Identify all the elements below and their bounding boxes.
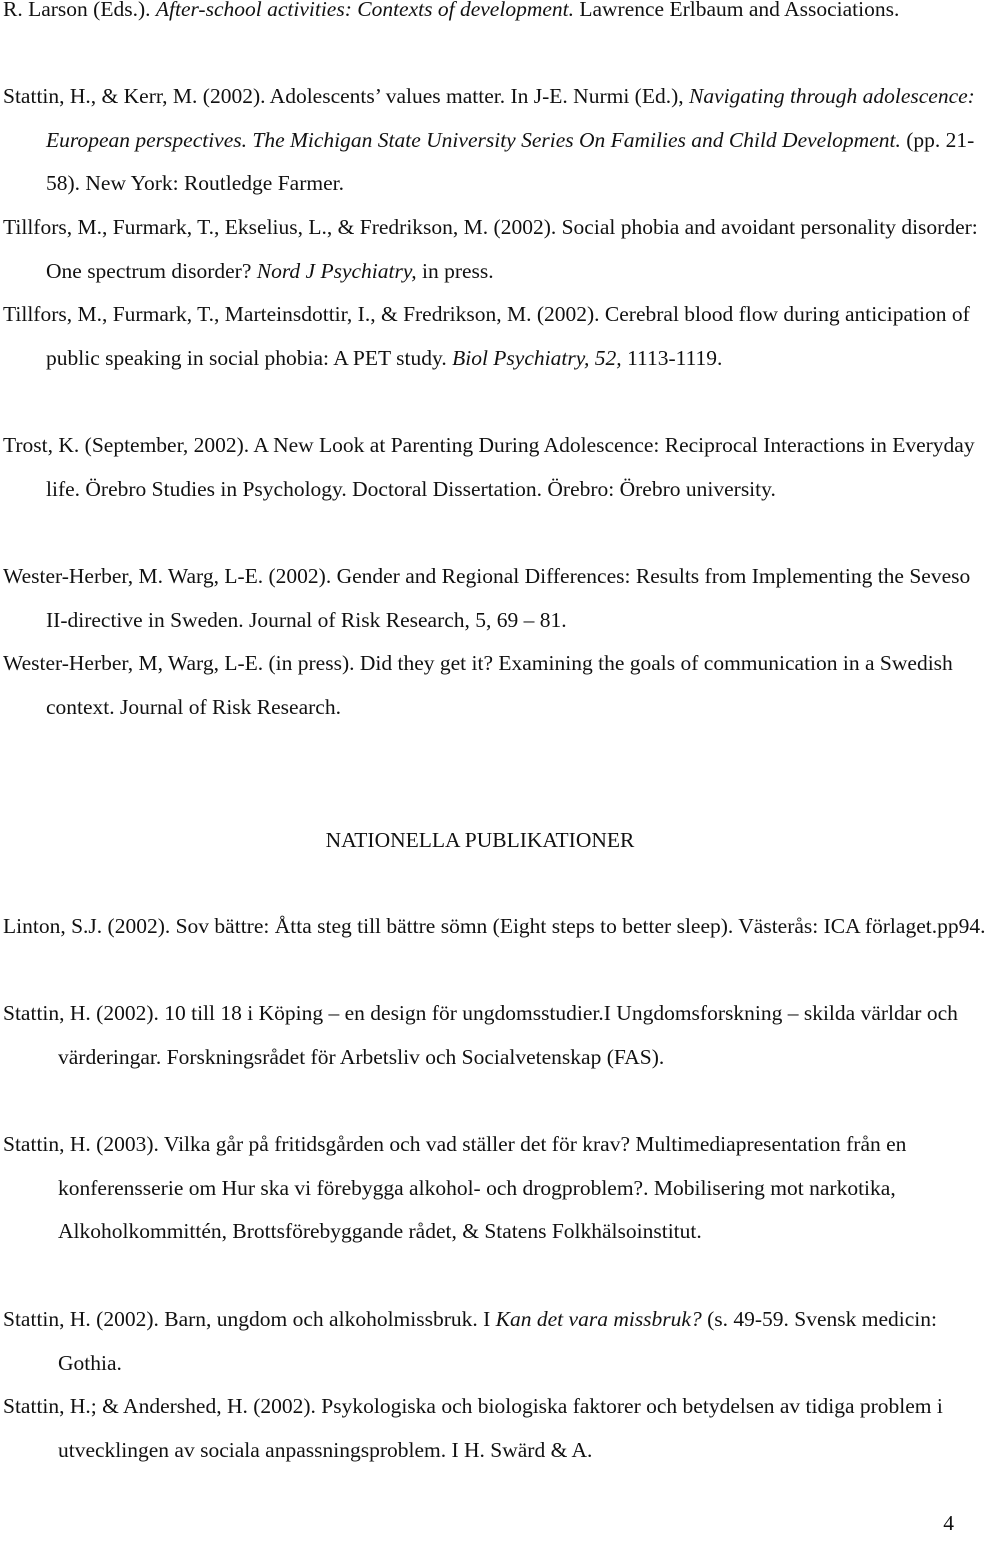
reference-text: Tillfors, M., Furmark, T., Marteinsdottir, I., & Fredrikson, M. (2002). Cerebral blood flow during anticipation of public speaking in social phobia: A PET study.: [3, 302, 970, 370]
reference-entry: [3, 555, 994, 642]
reference-entry: [3, 0, 994, 32]
section-heading: NATIONELLA PUBLIKATIONER: [325, 828, 635, 852]
reference-entry: [3, 642, 994, 729]
reference-text: Stattin, H. (2002). 10 till 18 i Köping – en design för ungdomsstudier.I Ungdomsforskning – skilda världar och värderingar. Forskningsrådet för Arbetsliv och Socialvetenskap (FAS).: [3, 1001, 958, 1069]
reference-entry: [3, 293, 994, 380]
reference-text: Stattin, H. (2002). Barn, ungdom och alkoholmissbruk. I: [3, 1307, 496, 1331]
reference-text: (s. 49-59. Svensk medicin: Gothia.: [58, 1307, 938, 1375]
reference-entry: [3, 1298, 1006, 1385]
reference-entry: [3, 1385, 1006, 1472]
reference-text: Trost, K. (September, 2002). A New Look at Parenting During Adolescence: Reciprocal Interactions in Everyday life. Örebro Studies in Psychology. Doctoral Dissertation. Örebro: Örebro university.: [3, 433, 975, 501]
page-number: 4: [943, 1511, 954, 1535]
reference-entry: [3, 992, 1006, 1079]
reference-entry: [3, 1123, 1006, 1254]
reference-italic-text: Navigating through adolescence: European perspectives. The Michigan State University Series On Families and Child Development.: [46, 84, 975, 152]
reference-italic-text: Biol Psychiatry, 52,: [452, 345, 622, 370]
reference-text: Tillfors, M., Furmark, T., Ekselius, L., & Fredrikson, M. (2002). Social phobia and avoidant personality disorder: One spectrum disorder?: [3, 215, 978, 283]
reference-text: in press.: [416, 258, 494, 283]
reference-italic-text: Nord J Psychiatry,: [256, 258, 417, 283]
reference-entry: [3, 206, 994, 293]
reference-text: Lawrence Erlbaum and Associations.: [573, 0, 900, 21]
reference-text: Stattin, H. (2003). Vilka går på fritidsgården och vad ställer det för krav? Multimediapresentation från en konferensserie om Hur ska vi förebygga alkohol- och drogproblem?. Mobilisering mot narkotika, Alkoholkommittén, Brottsförebyggande rådet, & Statens Folkhälsoinstitut.: [3, 1132, 907, 1244]
reference-text: Stattin, H.; & Andershed, H. (2002). Psykologiska och biologiska faktorer och betydelsen av tidiga problem i utvecklingen av sociala anpassningsproblem. I H. Swärd & A.: [3, 1394, 943, 1462]
reference-italic-text: Kan det vara missbruk?: [495, 1307, 702, 1331]
reference-text: Wester-Herber, M. Warg, L-E. (2002). Gender and Regional Differences: Results from Implementing the Seveso II-directive in Sweden. Journal of Risk Research, 5, 69 – 81.: [3, 564, 971, 632]
reference-text: R. Larson (Eds.).: [3, 0, 156, 21]
reference-text: Stattin, H., & Kerr, M. (2002). Adolescents’ values matter. In J-E. Nurmi (Ed.),: [3, 84, 690, 108]
reference-text: 1113-1119.: [621, 345, 723, 370]
reference-entry: [3, 905, 1006, 949]
reference-text: (pp. 21-58). New York: Routledge Farmer.: [46, 127, 975, 196]
reference-text: Wester-Herber, M, Warg, L-E. (in press). Did they get it? Examining the goals of communication in a Swedish context. Journal of Risk Research.: [3, 651, 953, 719]
reference-entry: [3, 424, 994, 511]
reference-italic-text: After-school activities: Contexts of development.: [155, 0, 574, 21]
reference-entry: [3, 75, 994, 206]
reference-text: Linton, S.J. (2002). Sov bättre: Åtta steg till bättre sömn (Eight steps to better sleep). Västerås: ICA förlaget.pp94.: [3, 914, 986, 938]
